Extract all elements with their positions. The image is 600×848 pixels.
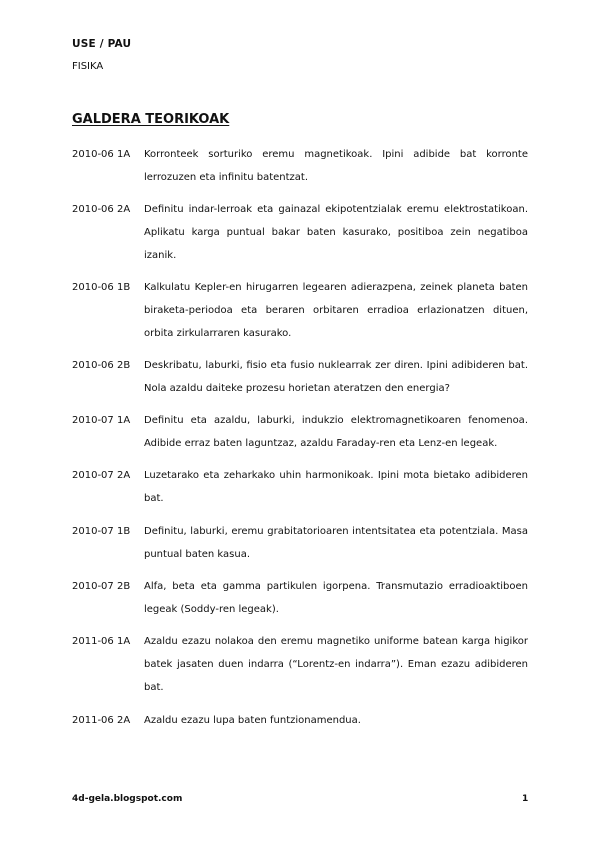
question-item	[72, 276, 528, 345]
question-code: 2010-07 2A	[72, 470, 131, 481]
section-title: GALDERA TEORIKOAK	[72, 112, 230, 127]
question-code: 2010-07 2B	[72, 581, 131, 592]
question-item	[72, 575, 528, 621]
question-item	[72, 354, 528, 400]
question-item	[72, 409, 528, 455]
page-number: 1	[522, 794, 529, 804]
question-code: 2010-07 1B	[72, 526, 131, 537]
question-item	[72, 464, 528, 510]
question-text: Luzetarako eta zeharkako uhin harmonikoak. Ipini mota bietako adibideren bat.	[144, 470, 528, 504]
question-item	[72, 520, 528, 566]
header-subject: FISIKA	[72, 61, 104, 72]
question-text: Deskribatu, laburki, fisio eta fusio nuklearrak zer diren. Ipini adibideren bat. Nola azaldu daiteke prozesu horietan ateratzen den energia?	[144, 360, 528, 394]
question-code: 2010-06 1A	[72, 149, 131, 160]
footer-link[interactable]: 4d-gela.blogspot.com	[72, 794, 183, 804]
question-text: Definitu indar-lerroak eta gainazal ekipotentzialak eremu elektrostatikoan. Aplikatu karga puntual bakar baten kasurako, positiboa zein negatiboa izanik.	[144, 204, 528, 261]
question-text: Kalkulatu Kepler-en hirugarren legearen adierazpena, zeinek planeta baten biraketa-periodoa eta beraren orbitaren erradioa erlazionatzen dituen, orbita zirkularraren kasurako.	[144, 282, 528, 339]
question-code: 2010-07 1A	[72, 415, 131, 426]
question-text: Alfa, beta eta gamma partikulen igorpena. Transmutazio erradioaktiboen legeak (Soddy-ren legeak).	[144, 581, 528, 615]
question-item	[72, 143, 528, 189]
question-text: Definitu, laburki, eremu grabitatorioaren intentsitatea eta potentziala. Masa puntual baten kasua.	[144, 526, 528, 560]
question-item	[72, 709, 528, 732]
question-text: Azaldu ezazu nolakoa den eremu magnetiko uniforme batean karga higikor batek jasaten duen indarra (“Lorentz-en indarra”). Eman ezazu adibideren bat.	[144, 636, 528, 693]
question-code: 2011-06 1A	[72, 636, 131, 647]
question-code: 2010-06 2B	[72, 360, 131, 371]
question-text: Korronteek sorturiko eremu magnetikoak. Ipini adibide bat korronte lerrozuzen eta infinitu batentzat.	[144, 149, 528, 183]
question-item	[72, 198, 528, 267]
question-text: Definitu eta azaldu, laburki, indukzio elektromagnetikoaren fenomenoa. Adibide erraz baten laguntzaz, azaldu Faraday-ren eta Lenz-en legeak.	[144, 415, 528, 449]
header-title: USE / PAU	[72, 38, 132, 50]
question-code: 2010-06 1B	[72, 282, 131, 293]
question-item	[72, 630, 528, 699]
question-code: 2011-06 2A	[72, 715, 131, 726]
question-text: Azaldu ezazu lupa baten funtzionamendua.	[144, 715, 361, 726]
question-code: 2010-06 2A	[72, 204, 131, 215]
